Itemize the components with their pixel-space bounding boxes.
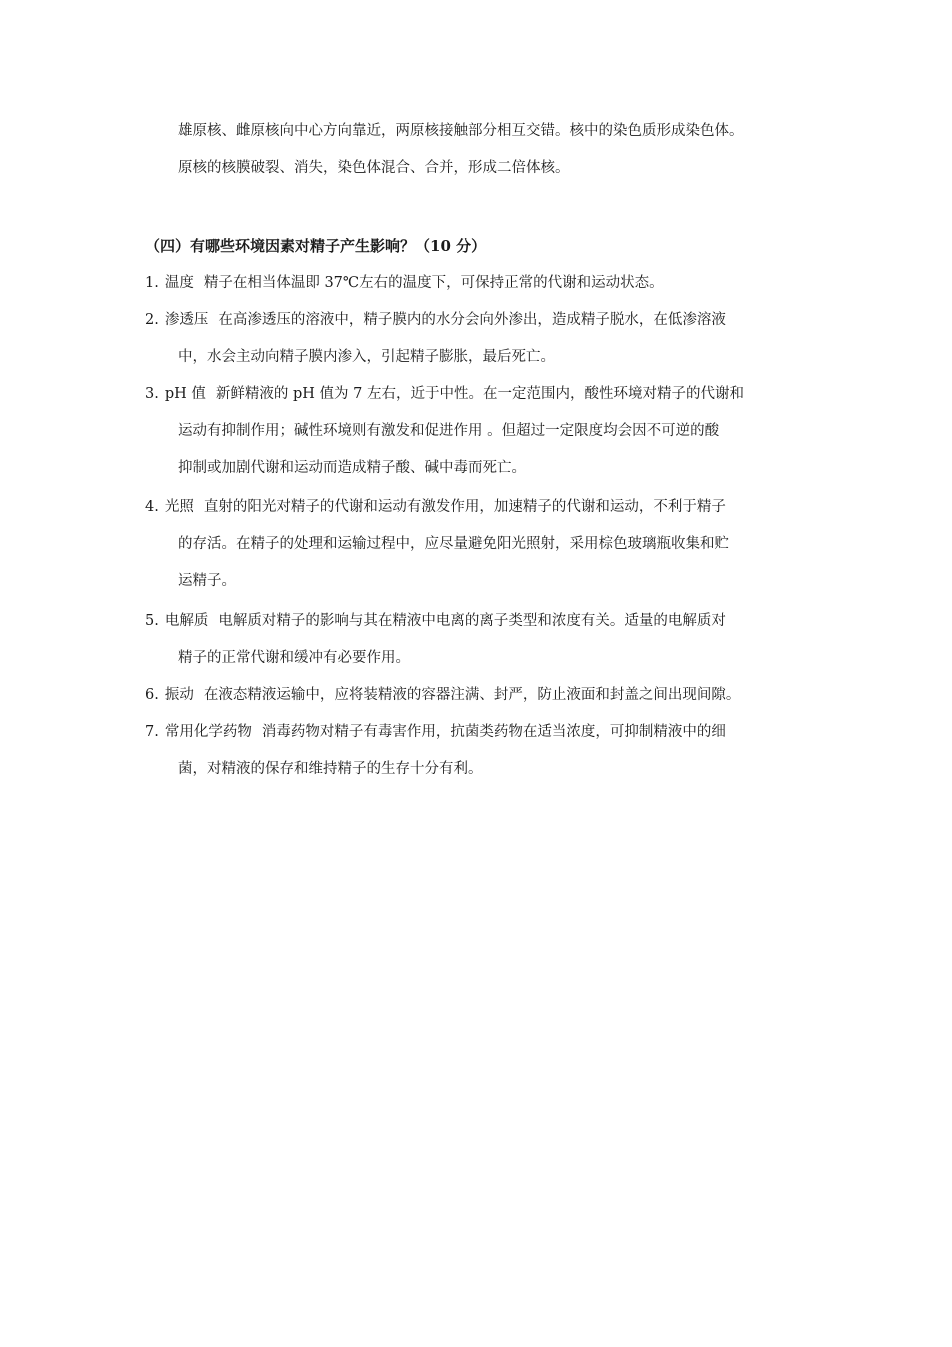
item-text: 直射的阳光对精子的代谢和运动有激发作用，加速精子的代谢和运动，不利于精子 bbox=[203, 499, 726, 515]
item-text: 抑制或加剧代谢和运动而造成精子酸、碱中毒而死亡。 bbox=[178, 460, 526, 476]
item-number: 3. bbox=[145, 386, 159, 402]
item-term: 光照 bbox=[164, 499, 194, 515]
item-term: 渗透压 bbox=[164, 312, 209, 328]
list-item-5 bbox=[145, 611, 825, 668]
item-text: 运精子。 bbox=[178, 573, 236, 589]
list-item-2 bbox=[145, 310, 825, 367]
item-term: 常用化学药物 bbox=[164, 724, 252, 740]
list-item-6 bbox=[145, 685, 825, 705]
list-item-3 bbox=[145, 384, 825, 478]
item-number: 2. bbox=[145, 312, 159, 328]
item-text: 在液态精液运输中，应将装精液的容器注满、封严，防止液面和封盖之间出现间隙。 bbox=[203, 687, 741, 703]
intro-line-1: 雄原核、雌原核向中心方向靠近，两原核接触部分相互交错。核中的染色质形成染色体。 bbox=[178, 123, 744, 139]
section-heading: （四）有哪些环境因素对精子产生影响？（10 分） bbox=[145, 237, 487, 255]
list-item-1 bbox=[145, 273, 825, 293]
item-term: 振动 bbox=[164, 687, 194, 703]
item-text: 菌，对精液的保存和维持精子的生存十分有利。 bbox=[178, 761, 483, 777]
item-text: 中，水会主动向精子膜内渗入，引起精子膨胀，最后死亡。 bbox=[178, 349, 555, 365]
item-number: 7. bbox=[145, 724, 159, 740]
item-number: 6. bbox=[145, 687, 159, 703]
item-text: 在高渗透压的溶液中，精子膜内的水分会向外渗出，造成精子脱水，在低渗溶液 bbox=[218, 312, 726, 328]
item-number: 4. bbox=[145, 499, 159, 515]
item-text: 精子的正常代谢和缓冲有必要作用。 bbox=[178, 650, 410, 666]
list-item-7 bbox=[145, 722, 825, 779]
item-text: 电解质对精子的影响与其在精液中电离的离子类型和浓度有关。适量的电解质对 bbox=[218, 613, 726, 629]
intro-line-2: 原核的核膜破裂、消失，染色体混合、合并，形成二倍体核。 bbox=[178, 160, 570, 176]
item-text: 精子在相当体温即 37℃左右的温度下，可保持正常的代谢和运动状态。 bbox=[203, 275, 664, 291]
item-text: 运动有抑制作用；碱性环境则有激发和促进作用 。但超过一定限度均会因不可逆的酸 bbox=[178, 423, 720, 439]
item-term: 电解质 bbox=[164, 613, 209, 629]
item-term: pH 值 bbox=[164, 386, 206, 402]
item-text: 的存活。在精子的处理和运输过程中，应尽量避免阳光照射，采用棕色玻璃瓶收集和贮 bbox=[178, 536, 729, 552]
list-item-4 bbox=[145, 497, 825, 591]
item-text: 消毒药物对精子有毒害作用，抗菌类药物在适当浓度，可抑制精液中的细 bbox=[261, 724, 726, 740]
item-number: 5. bbox=[145, 613, 159, 629]
item-text: 新鲜精液的 pH 值为 7 左右，近于中性。在一定范围内，酸性环境对精子的代谢和 bbox=[215, 386, 744, 402]
item-number: 1. bbox=[145, 275, 159, 291]
item-term: 温度 bbox=[164, 275, 194, 291]
